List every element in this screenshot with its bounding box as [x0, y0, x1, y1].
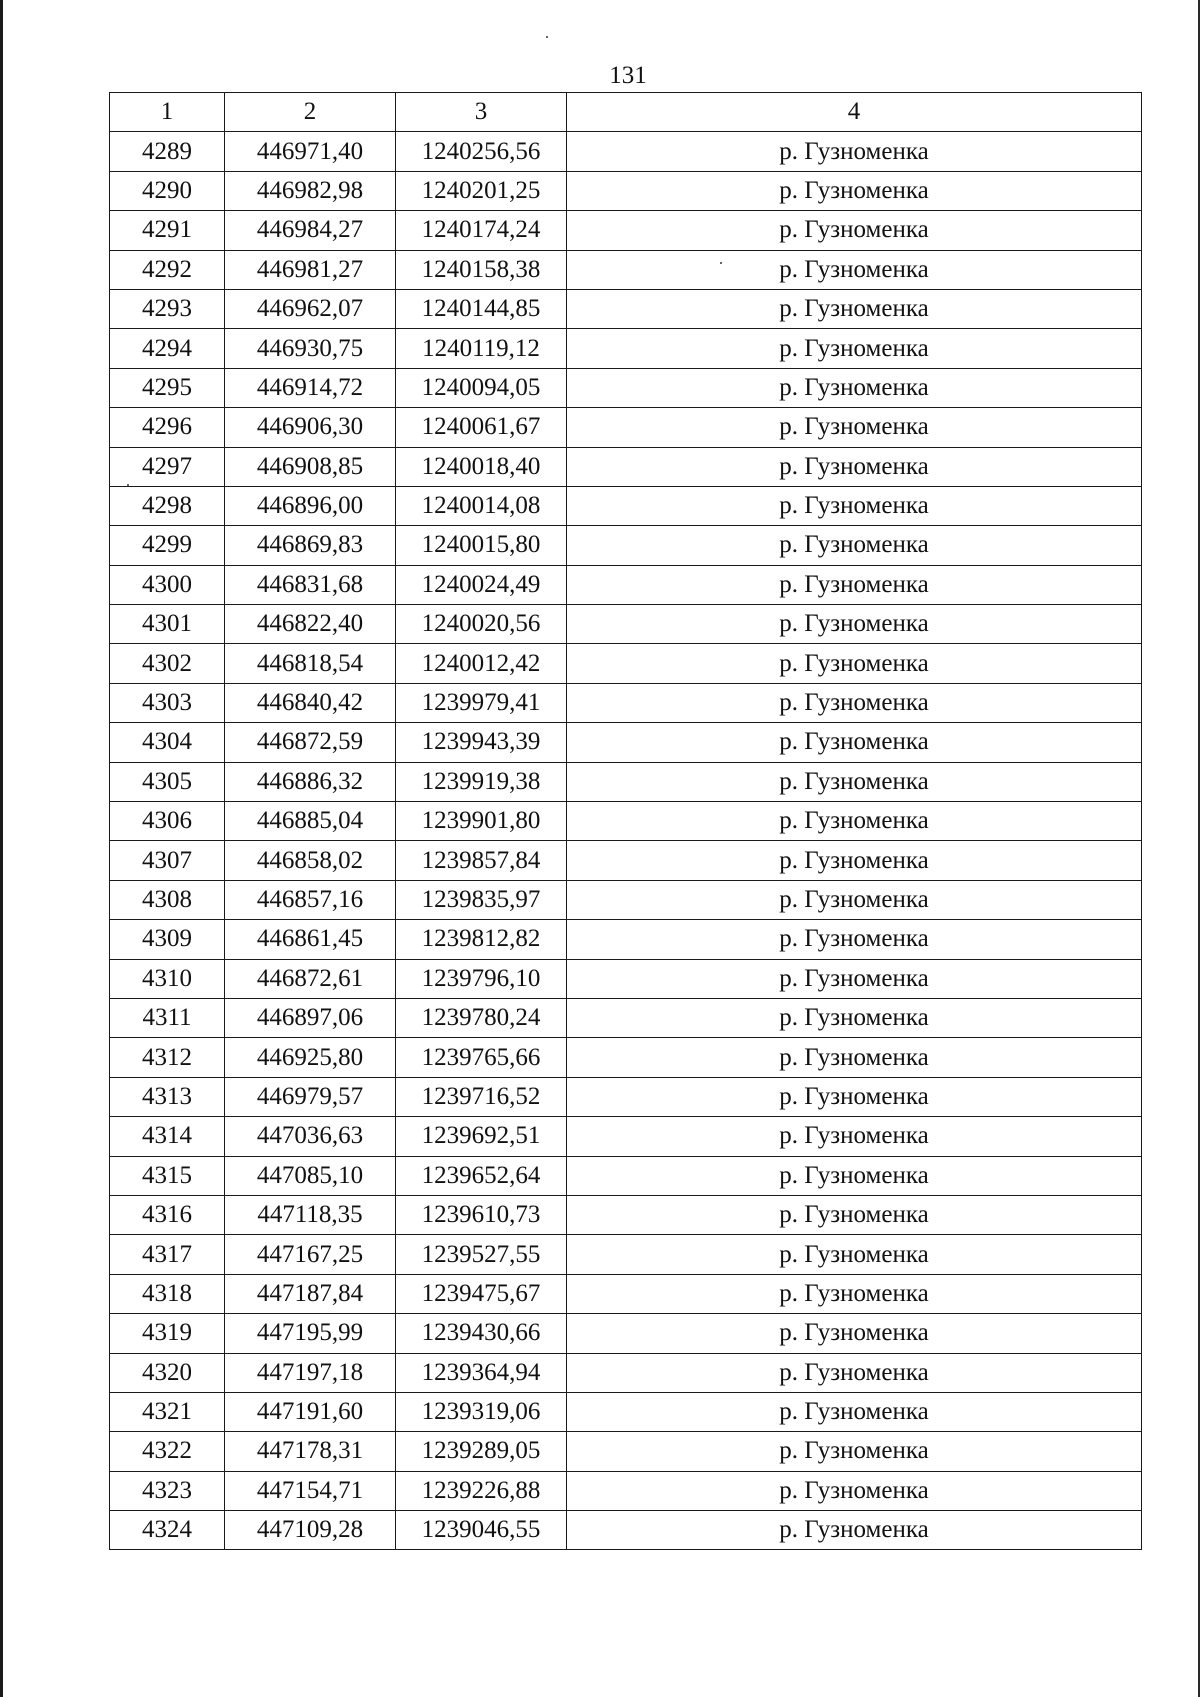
x-coordinate-cell: 447109,28: [225, 1511, 396, 1550]
x-coordinate-cell: 447195,99: [225, 1314, 396, 1353]
y-coordinate-cell: 1239475,67: [396, 1274, 567, 1313]
point-number-cell: 4302: [110, 644, 225, 683]
description-cell: р. Гузноменка: [567, 762, 1142, 801]
table-row: [110, 1392, 1142, 1431]
table-row: [110, 447, 1142, 486]
table-row: [110, 762, 1142, 801]
table-row: [110, 998, 1142, 1037]
x-coordinate-cell: 447191,60: [225, 1392, 396, 1431]
description-cell: р. Гузноменка: [567, 289, 1142, 328]
x-coordinate-cell: 446925,80: [225, 1038, 396, 1077]
y-coordinate-cell: 1240094,05: [396, 368, 567, 407]
description-cell: р. Гузноменка: [567, 486, 1142, 525]
description-cell: р. Гузноменка: [567, 1235, 1142, 1274]
y-coordinate-cell: 1239943,39: [396, 723, 567, 762]
x-coordinate-cell: 446872,61: [225, 959, 396, 998]
point-number-cell: 4295: [110, 368, 225, 407]
x-coordinate-cell: 446858,02: [225, 841, 396, 880]
x-coordinate-cell: 446930,75: [225, 329, 396, 368]
description-cell: р. Гузноменка: [567, 1353, 1142, 1392]
y-coordinate-cell: 1240018,40: [396, 447, 567, 486]
description-cell: р. Гузноменка: [567, 171, 1142, 210]
description-cell: р. Гузноменка: [567, 1432, 1142, 1471]
point-number-cell: 4305: [110, 762, 225, 801]
description-cell: р. Гузноменка: [567, 1117, 1142, 1156]
table-row: [110, 1511, 1142, 1550]
point-number-cell: 4301: [110, 605, 225, 644]
description-cell: р. Гузноменка: [567, 802, 1142, 841]
point-number-cell: 4310: [110, 959, 225, 998]
description-cell: р. Гузноменка: [567, 250, 1142, 289]
point-number-cell: 4323: [110, 1471, 225, 1510]
y-coordinate-cell: 1239430,66: [396, 1314, 567, 1353]
y-coordinate-cell: 1239226,88: [396, 1471, 567, 1510]
x-coordinate-cell: 446896,00: [225, 486, 396, 525]
description-cell: р. Гузноменка: [567, 329, 1142, 368]
x-coordinate-cell: 447178,31: [225, 1432, 396, 1471]
description-cell: р. Гузноменка: [567, 1156, 1142, 1195]
description-cell: р. Гузноменка: [567, 644, 1142, 683]
table-header: [110, 93, 1142, 132]
table-row: [110, 959, 1142, 998]
y-coordinate-cell: 1240014,08: [396, 486, 567, 525]
table-row: [110, 250, 1142, 289]
table-row: [110, 1117, 1142, 1156]
point-number-cell: 4294: [110, 329, 225, 368]
point-number-cell: 4317: [110, 1235, 225, 1274]
table-row: [110, 723, 1142, 762]
x-coordinate-cell: 446971,40: [225, 132, 396, 171]
x-coordinate-cell: 447197,18: [225, 1353, 396, 1392]
x-coordinate-cell: 446872,59: [225, 723, 396, 762]
x-coordinate-cell: 447154,71: [225, 1471, 396, 1510]
description-cell: р. Гузноменка: [567, 1471, 1142, 1510]
point-number-cell: 4289: [110, 132, 225, 171]
table-row: [110, 171, 1142, 210]
y-coordinate-cell: 1240256,56: [396, 132, 567, 171]
y-coordinate-cell: 1239780,24: [396, 998, 567, 1037]
point-number-cell: 4304: [110, 723, 225, 762]
point-number-cell: 4299: [110, 526, 225, 565]
table-row: [110, 132, 1142, 171]
description-cell: р. Гузноменка: [567, 880, 1142, 919]
y-coordinate-cell: 1240061,67: [396, 408, 567, 447]
table-body: [110, 132, 1142, 1550]
description-cell: р. Гузноменка: [567, 1077, 1142, 1116]
description-cell: р. Гузноменка: [567, 368, 1142, 407]
x-coordinate-cell: 447036,63: [225, 1117, 396, 1156]
description-cell: р. Гузноменка: [567, 211, 1142, 250]
y-coordinate-cell: 1239979,41: [396, 683, 567, 722]
point-number-cell: 4316: [110, 1195, 225, 1234]
point-number-cell: 4312: [110, 1038, 225, 1077]
description-cell: р. Гузноменка: [567, 565, 1142, 604]
table-row: [110, 802, 1142, 841]
x-coordinate-cell: 446962,07: [225, 289, 396, 328]
x-coordinate-cell: 446886,32: [225, 762, 396, 801]
table-row: [110, 486, 1142, 525]
table-row: [110, 1353, 1142, 1392]
y-coordinate-cell: 1240012,42: [396, 644, 567, 683]
y-coordinate-cell: 1240015,80: [396, 526, 567, 565]
table-row: [110, 1156, 1142, 1195]
table-row: [110, 368, 1142, 407]
y-coordinate-cell: 1239319,06: [396, 1392, 567, 1431]
description-cell: р. Гузноменка: [567, 1274, 1142, 1313]
x-coordinate-cell: 446869,83: [225, 526, 396, 565]
description-cell: р. Гузноменка: [567, 605, 1142, 644]
y-coordinate-cell: 1240201,25: [396, 171, 567, 210]
table-row: [110, 683, 1142, 722]
table-row: [110, 1314, 1142, 1353]
point-number-cell: 4308: [110, 880, 225, 919]
table-row: [110, 329, 1142, 368]
point-number-cell: 4321: [110, 1392, 225, 1431]
x-coordinate-cell: 446984,27: [225, 211, 396, 250]
y-coordinate-cell: 1239289,05: [396, 1432, 567, 1471]
x-coordinate-cell: 446840,42: [225, 683, 396, 722]
x-coordinate-cell: 446831,68: [225, 565, 396, 604]
table-row: [110, 408, 1142, 447]
header-cell-2: 2: [225, 93, 396, 132]
scan-speck: [546, 36, 548, 38]
table-row: [110, 1195, 1142, 1234]
description-cell: р. Гузноменка: [567, 1392, 1142, 1431]
description-cell: р. Гузноменка: [567, 408, 1142, 447]
description-cell: р. Гузноменка: [567, 1195, 1142, 1234]
y-coordinate-cell: 1239901,80: [396, 802, 567, 841]
table-row: [110, 1471, 1142, 1510]
point-number-cell: 4320: [110, 1353, 225, 1392]
table-row: [110, 1274, 1142, 1313]
description-cell: р. Гузноменка: [567, 526, 1142, 565]
point-number-cell: 4306: [110, 802, 225, 841]
table-row: [110, 920, 1142, 959]
y-coordinate-cell: 1239364,94: [396, 1353, 567, 1392]
description-cell: р. Гузноменка: [567, 723, 1142, 762]
x-coordinate-cell: 446897,06: [225, 998, 396, 1037]
x-coordinate-cell: 446822,40: [225, 605, 396, 644]
x-coordinate-cell: 446861,45: [225, 920, 396, 959]
table-row: [110, 1235, 1142, 1274]
description-cell: р. Гузноменка: [567, 132, 1142, 171]
description-cell: р. Гузноменка: [567, 1038, 1142, 1077]
point-number-cell: 4309: [110, 920, 225, 959]
description-cell: р. Гузноменка: [567, 1314, 1142, 1353]
coordinates-table: [109, 92, 1142, 1550]
x-coordinate-cell: 447118,35: [225, 1195, 396, 1234]
description-cell: р. Гузноменка: [567, 998, 1142, 1037]
y-coordinate-cell: 1239652,64: [396, 1156, 567, 1195]
point-number-cell: 4313: [110, 1077, 225, 1116]
y-coordinate-cell: 1239692,51: [396, 1117, 567, 1156]
table-row: [110, 526, 1142, 565]
y-coordinate-cell: 1239765,66: [396, 1038, 567, 1077]
point-number-cell: 4315: [110, 1156, 225, 1195]
table-row: [110, 880, 1142, 919]
point-number-cell: 4318: [110, 1274, 225, 1313]
point-number-cell: 4298: [110, 486, 225, 525]
x-coordinate-cell: 447085,10: [225, 1156, 396, 1195]
header-cell-3: 3: [396, 93, 567, 132]
x-coordinate-cell: 446906,30: [225, 408, 396, 447]
y-coordinate-cell: 1240020,56: [396, 605, 567, 644]
y-coordinate-cell: 1239919,38: [396, 762, 567, 801]
y-coordinate-cell: 1239857,84: [396, 841, 567, 880]
y-coordinate-cell: 1240024,49: [396, 565, 567, 604]
point-number-cell: 4307: [110, 841, 225, 880]
description-cell: р. Гузноменка: [567, 841, 1142, 880]
point-number-cell: 4291: [110, 211, 225, 250]
table-row: [110, 1432, 1142, 1471]
table-row: [110, 841, 1142, 880]
header-row: [110, 93, 1142, 132]
table-row: [110, 644, 1142, 683]
table-row: [110, 289, 1142, 328]
y-coordinate-cell: 1240158,38: [396, 250, 567, 289]
header-cell-1: 1: [110, 93, 225, 132]
point-number-cell: 4319: [110, 1314, 225, 1353]
point-number-cell: 4311: [110, 998, 225, 1037]
y-coordinate-cell: 1240144,85: [396, 289, 567, 328]
y-coordinate-cell: 1239796,10: [396, 959, 567, 998]
x-coordinate-cell: 446981,27: [225, 250, 396, 289]
point-number-cell: 4290: [110, 171, 225, 210]
x-coordinate-cell: 446857,16: [225, 880, 396, 919]
y-coordinate-cell: 1240174,24: [396, 211, 567, 250]
table-row: [110, 1077, 1142, 1116]
point-number-cell: 4296: [110, 408, 225, 447]
y-coordinate-cell: 1239716,52: [396, 1077, 567, 1116]
x-coordinate-cell: 446982,98: [225, 171, 396, 210]
x-coordinate-cell: 446885,04: [225, 802, 396, 841]
description-cell: р. Гузноменка: [567, 1511, 1142, 1550]
y-coordinate-cell: 1239046,55: [396, 1511, 567, 1550]
header-cell-4: 4: [567, 93, 1142, 132]
table-row: [110, 605, 1142, 644]
description-cell: р. Гузноменка: [567, 447, 1142, 486]
x-coordinate-cell: 446979,57: [225, 1077, 396, 1116]
y-coordinate-cell: 1239812,82: [396, 920, 567, 959]
y-coordinate-cell: 1240119,12: [396, 329, 567, 368]
point-number-cell: 4314: [110, 1117, 225, 1156]
y-coordinate-cell: 1239835,97: [396, 880, 567, 919]
point-number-cell: 4293: [110, 289, 225, 328]
description-cell: р. Гузноменка: [567, 959, 1142, 998]
x-coordinate-cell: 447167,25: [225, 1235, 396, 1274]
point-number-cell: 4297: [110, 447, 225, 486]
x-coordinate-cell: 446908,85: [225, 447, 396, 486]
page-number: 131: [609, 62, 647, 89]
y-coordinate-cell: 1239610,73: [396, 1195, 567, 1234]
table-row: [110, 211, 1142, 250]
point-number-cell: 4292: [110, 250, 225, 289]
x-coordinate-cell: 446818,54: [225, 644, 396, 683]
x-coordinate-cell: 446914,72: [225, 368, 396, 407]
table-row: [110, 565, 1142, 604]
description-cell: р. Гузноменка: [567, 920, 1142, 959]
point-number-cell: 4324: [110, 1511, 225, 1550]
y-coordinate-cell: 1239527,55: [396, 1235, 567, 1274]
point-number-cell: 4322: [110, 1432, 225, 1471]
description-cell: р. Гузноменка: [567, 683, 1142, 722]
x-coordinate-cell: 447187,84: [225, 1274, 396, 1313]
scan-edge-left: [0, 0, 3, 1697]
point-number-cell: 4303: [110, 683, 225, 722]
table-row: [110, 1038, 1142, 1077]
point-number-cell: 4300: [110, 565, 225, 604]
